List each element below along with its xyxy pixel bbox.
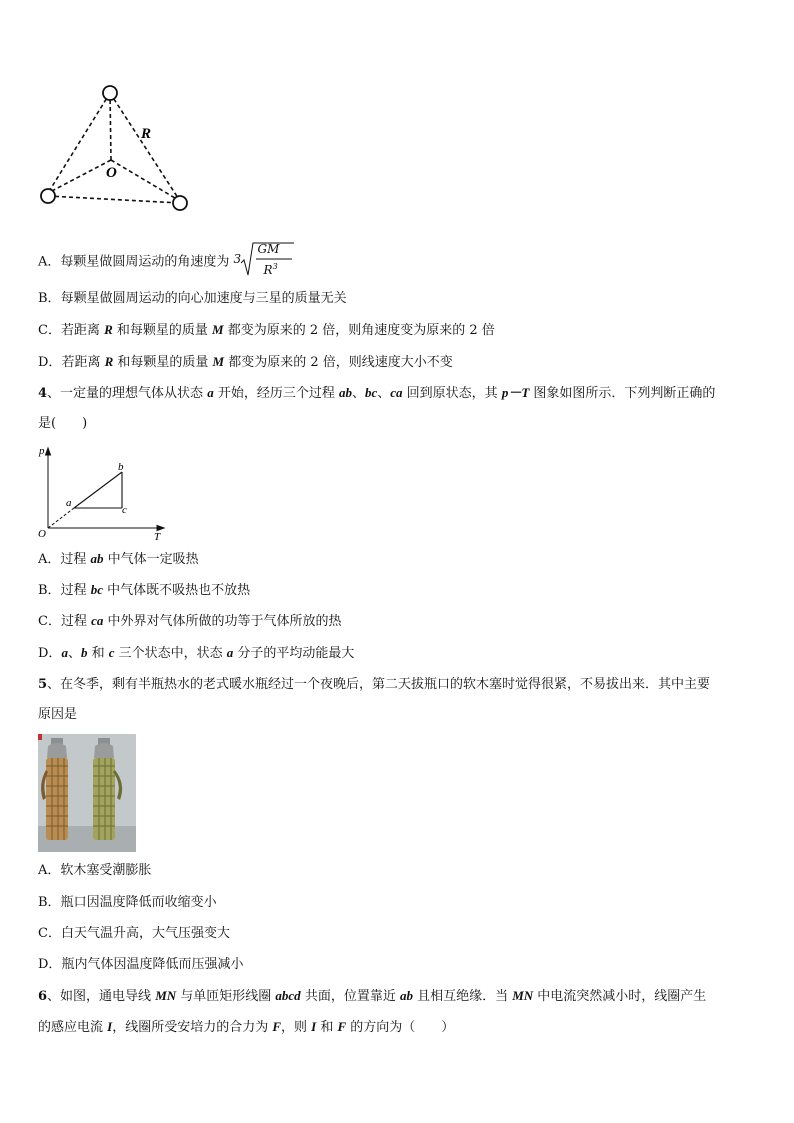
star-top <box>103 86 117 100</box>
q3-option-d: D．若距离 R 和每颗星的质量 M 都变为原来的 2 倍，则线速度大小不变 <box>38 354 453 370</box>
angular-velocity-formula: 3 GM $R^3$ <box>234 241 296 277</box>
q4-option-a: A．过程 ab 中气体一定吸热 <box>38 551 199 567</box>
q4-option-d: D．a、b 和 c 三个状态中，状态 a 分子的平均动能最大 <box>38 645 355 661</box>
q3-option-b: B．每颗星做圆周运动的向心加速度与三星的质量无关 <box>38 291 347 306</box>
q3-option-c: C．若距离 R 和每颗星的质量 M 都变为原来的 2 倍，则角速度变为原来的 2 倍 <box>38 322 495 338</box>
q4-option-b: B．过程 bc 中气体既不吸热也不放热 <box>38 582 251 598</box>
q5-option-c: C．白天气温升高，大气压强变大 <box>38 926 230 941</box>
point-c: c <box>122 504 127 516</box>
axis-T: T <box>154 531 161 542</box>
pT-graph <box>36 442 170 542</box>
label-R: R <box>141 126 152 142</box>
q5-stem-line2: 原因是 <box>38 707 78 722</box>
q4-option-c: C．过程 ca 中外界对气体所做的功等于气体所放的热 <box>38 613 342 629</box>
point-a: a <box>66 497 72 509</box>
q5-option-a: A．软木塞受潮膨胀 <box>38 863 152 878</box>
axis-p: p <box>39 445 45 457</box>
q5-stem-line1: 5、在冬季，剩有半瓶热水的老式暖水瓶经过一个夜晚后，第二天拔瓶口的软木塞时觉得很紧，不易拔出来．其中主要 <box>38 677 711 692</box>
q3-option-a: A．每颗星做圆周运动的角速度为 3 GM $R^3$ <box>38 244 296 280</box>
q4-stem-line2: 是( ) <box>38 416 88 431</box>
label-O: O <box>106 165 117 181</box>
q5-option-b: B．瓶口因温度降低而收缩变小 <box>38 895 217 910</box>
thermos-photo <box>38 734 136 852</box>
q6-stem-line2: 的感应电流 I，线圈所受安培力的合力为 F，则 I 和 F 的方向为（ ） <box>38 1019 455 1035</box>
star-left <box>41 189 55 203</box>
three-star-figure <box>30 78 200 218</box>
origin-O: O <box>38 528 46 540</box>
q5-option-d: D．瓶内气体因温度降低而压强减小 <box>38 957 244 972</box>
star-right <box>173 196 187 210</box>
q6-stem-line1: 6、如图，通电导线 MN 与单匝矩形线圈 abcd 共面，位置靠近 ab 且相互绝缘．当 MN 中电流突然减小时，线圈产生 <box>38 988 707 1004</box>
q4-stem-line1: 4、一定量的理想气体从状态 a 开始，经历三个过程 ab、bc、ca 回到原状态，其 p－T 图象如图所示．下列判断正确的 <box>38 385 716 401</box>
point-b: b <box>118 461 124 473</box>
